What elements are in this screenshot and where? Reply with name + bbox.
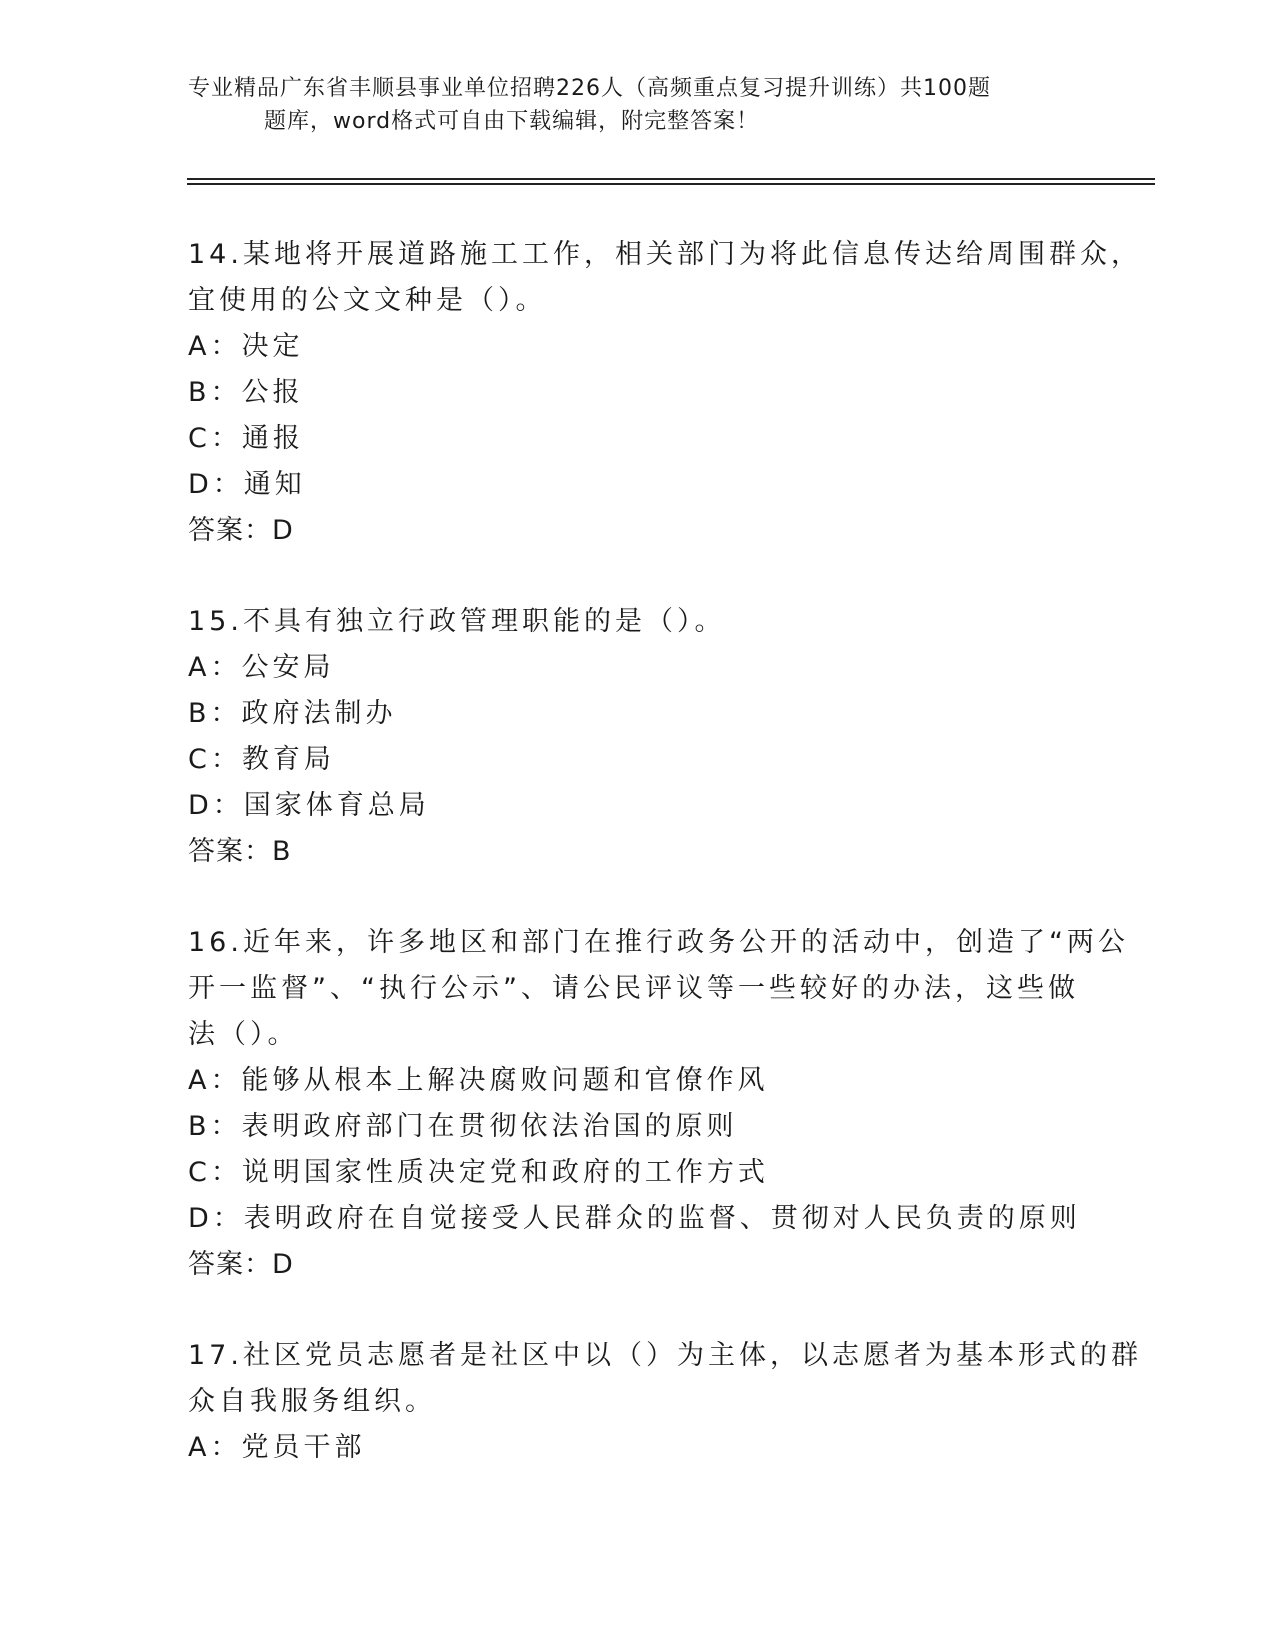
answer-line: 答案：D	[188, 515, 294, 546]
question-list	[188, 232, 1142, 1516]
header-title-line1: 专业精品广东省丰顺县事业单位招聘226人（高频重点复习提升训练）共100题	[188, 76, 991, 101]
answer-line: 答案：D	[188, 1249, 294, 1280]
option-c: C：说明国家性质决定党和政府的工作方式	[188, 1157, 769, 1188]
question-stem-line: 16.近年来，许多地区和部门在推行政务公开的活动中，创造了“两公	[188, 927, 1129, 958]
option-d: D：表明政府在自觉接受人民群众的监督、贯彻对人民负责的原则	[188, 1203, 1081, 1234]
question-stem-line: 开一监督”、“执行公示”、请公民评议等一些较好的办法，这些做	[188, 973, 1079, 1004]
question-15	[188, 599, 1088, 875]
question-stem-line: 法（）。	[188, 1019, 299, 1050]
option-a: A：党员干部	[188, 1432, 366, 1463]
question-17	[188, 1333, 1142, 1471]
option-b: B：政府法制办	[188, 698, 397, 729]
header-divider-bottom	[187, 183, 1155, 185]
question-14	[188, 232, 1142, 554]
option-b: B：公报	[188, 377, 304, 408]
question-stem-line: 14.某地将开展道路施工工作，相关部门为将此信息传达给周围群众，	[188, 239, 1142, 270]
option-d: D：通知	[188, 469, 306, 500]
option-a: A：决定	[188, 331, 304, 362]
document-header	[188, 72, 1068, 138]
question-16	[188, 920, 1129, 1288]
question-stem-line: 众自我服务组织。	[188, 1386, 436, 1417]
question-stem-line: 15.不具有独立行政管理职能的是（）。	[188, 606, 726, 637]
question-stem-line: 17.社区党员志愿者是社区中以（）为主体，以志愿者为基本形式的群	[188, 1340, 1142, 1371]
question-stem-line: 宜使用的公文文种是（）。	[188, 285, 547, 316]
header-divider-top	[187, 178, 1155, 180]
option-c: C：通报	[188, 423, 304, 454]
option-a: A：能够从根本上解决腐败问题和官僚作风	[188, 1065, 769, 1096]
option-d: D：国家体育总局	[188, 790, 430, 821]
option-b: B：表明政府部门在贯彻依法治国的原则	[188, 1111, 738, 1142]
option-c: C：教育局	[188, 744, 335, 775]
answer-line: 答案：B	[188, 836, 292, 867]
header-title-line2: 题库，word格式可自由下载编辑，附完整答案！	[264, 109, 760, 134]
option-a: A：公安局	[188, 652, 335, 683]
